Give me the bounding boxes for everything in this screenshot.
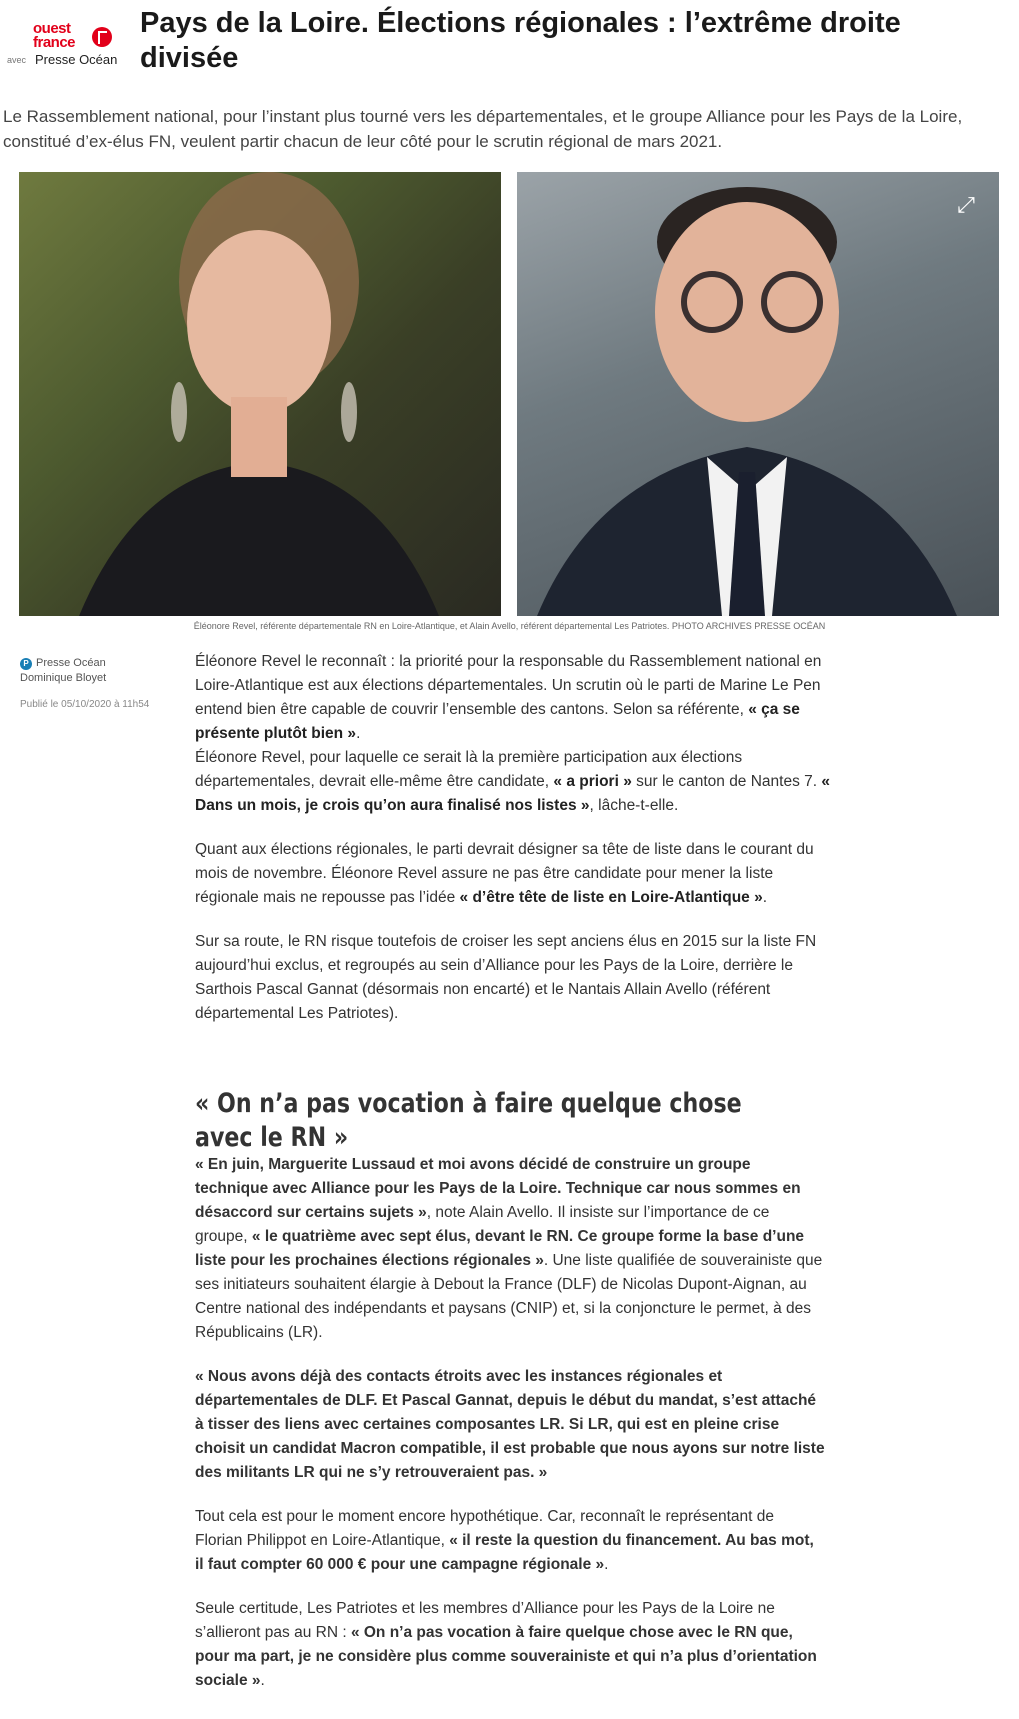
article-body [195,650,830,1026]
paragraph-7: Tout cela est pour le moment encore hypothétique. Car, reconnaît le représentant de Florian Philippot en Loire-Atlantique, « il reste la question du financement. Au bas mot, il faut compter 60 000 € pour une campagne régionale ». [195,1508,814,1573]
logo-partner: Presse Océan [35,52,118,67]
paragraph-3: Quant aux élections régionales, le parti devrait désigner sa tête de liste dans le courant du mois de novembre. Éléonore Revel assure ne pas être candidate pour mener la liste régionale mais ne repousse pas l’idée « d’être tête de liste en Loire-Atlantique ». [195,841,814,906]
article-header [0,0,1019,92]
paragraph-2: Éléonore Revel, pour laquelle ce serait là la première participation aux élections départementales, devrait elle-même être candidate, « a priori » sur le canton de Nantes 7. « Dans un mois, je crois qu’on aura finalisé nos listes », lâche-t-elle. [195,749,831,814]
author-name[interactable]: Dominique Bloyet [20,672,107,684]
logo-line-1: ouest [33,20,71,37]
paragraph-4: Sur sa route, le RN risque toutefois de croiser les sept anciens élus en 2015 sur la liste FN aujourd’hui exclus, et regroupés au sein d’Alliance pour les Pays de la Loire, derrière le Sarthois Pascal Gannat (désormais non encarté) et le Nantais Allain Avello (référent départemental Les Patriotes). [195,933,817,1022]
photo-eleonore-revel [19,172,501,616]
ouest-france-logo[interactable] [4,22,136,70]
portrait-man [517,172,999,616]
paragraph-6: « Nous avons déjà des contacts étroits avec les instances régionales et départementales de DLF. Et Pascal Gannat, depuis le début du mandat, s’est attaché à tisser des liens avec certaines composantes LR. Si LR, qui est en pleine crise choisit un candidat Macron compatible, il est probable que nous ayons sur notre liste des militants LR qui ne s’y retrouveraient pas. » [195,1368,825,1481]
presse-ocean-icon: P [20,658,32,670]
logo-line-2: france [33,34,76,51]
portrait-woman [19,172,501,616]
photo-alain-avello [517,172,999,616]
photo-caption: Éléonore Revel, référente départementale RN en Loire-Atlantique, et Alain Avello, référent départemental Les Patriotes. PHOTO ARCHIVES PRESSE OCÉAN [193,621,826,631]
expand-icon[interactable]: ⤢ [957,192,975,217]
article-body-2 [195,1153,825,1693]
source-name: Presse Océan [36,657,106,669]
article-meta [20,656,180,712]
source-brand[interactable] [20,656,180,671]
page-title: Pays de la Loire. Élections régionales : l’extrême droite divisée [140,7,901,74]
logo-avec: avec [7,55,27,65]
paragraph-1: Éléonore Revel le reconnaît : la priorité pour la responsable du Rassemblement national en Loire-Atlantique est aux élections départementales. Un scrutin où le parti de Marine Le Pen entend bien être capable de couvrir l’ensemble des cantons. Selon sa référente, « ça se présente plutôt bien ». [195,653,822,742]
publish-date: Publié le 05/10/2020 à 11h54 [20,699,150,710]
paragraph-5: « En juin, Marguerite Lussaud et moi avons décidé de construire un groupe technique avec Alliance pour les Pays de la Loire. Technique car nous sommes en désaccord sur certains sujets », note Alain Avello. Il insiste sur l’importance de ce groupe, « le quatrième avec sept élus, devant le RN. Ce groupe forme la base d’une liste pour les prochaines élections régionales ». Une liste qualifiée de souverainiste que ses initiateurs souhaitent élargie à Debout la France (DLF) de Nicolas Dupont-Aignan, au Centre national des indépendants et paysans (CNIP) et, si la conjoncture le permet, à des Républicains (LR). [195,1156,823,1341]
section-subtitle: « On n’a pas vocation à faire quelque chose avec le RN » [195,1088,742,1153]
logo-mark-icon [92,27,112,47]
article-lead: Le Rassemblement national, pour l’instant plus tourné vers les départementales, et le groupe Alliance pour les Pays de la Loire, constitué d’ex-élus FN, veulent partir chacun de leur côté pour le scrutin régional de mars 2021. [3,107,963,151]
logo-wordmark [33,22,75,50]
paragraph-8: Seule certitude, Les Patriotes et les membres d’Alliance pour les Pays de la Loire ne s’allieront pas au RN : « On n’a pas vocation à faire quelque chose avec le RN que, pour ma part, je ne considère plus comme souverainiste et qui n’a plus d’orientation sociale ». [195,1600,817,1689]
